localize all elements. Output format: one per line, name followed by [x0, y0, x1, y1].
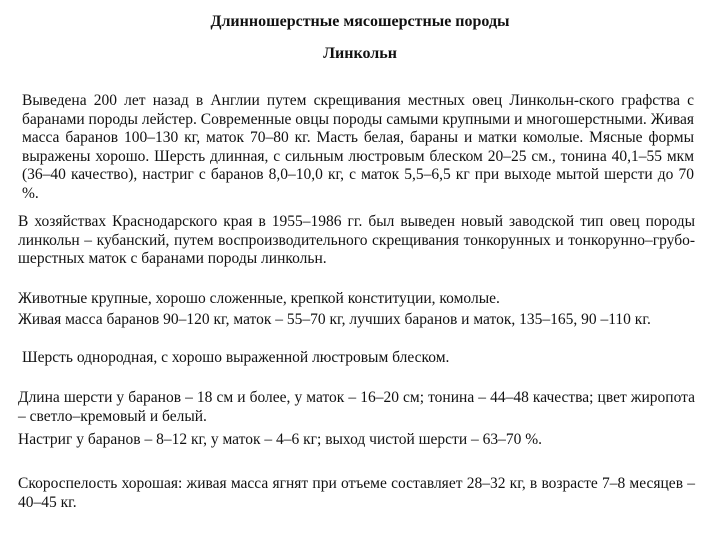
page-subtitle: Линкольн [323, 45, 397, 62]
paragraph-constitution: Животные крупные, хорошо сложенные, крепкой конституции, комолые. [18, 290, 500, 307]
paragraph-origin: Выведена 200 лет назад в Англии путем скрещивания местных овец Линкольн-ского графства с баранами породы лейстер. Современные овцы породы самыми крупными и многошерстными. Живая масса баранов 100–130 кг, маток 70–80 кг. Масть белая, бараны и матки комолые. Мясные формы выражены хорошо. Шерсть длинная, с сильным люстровым блеском 20–25 см., тонина 40,1–55 мкм (36–40 качество), настриг с баранов 8,0–10,0 кг, с маток 5,5–6,5 кг при выходе мытой шерсти до 70 %. [22, 92, 694, 202]
paragraph-kuban-type: В хозяйствах Краснодарского края в 1955–1986 гг. был выведен новый заводской тип овец породы линкольн – кубанский, путем воспроизводительного скрещивания тонкорунных и тонкорунно–грубо-шерстных маток с баранами породы линкольн. [18, 213, 695, 267]
paragraph-wool-length: Длина шерсти у баранов – 18 см и более, у маток – 16–20 см; тонина – 44–48 качества; цвет жиропота – светло–кремовый и белый. [18, 389, 695, 425]
paragraph-live-weight: Живая масса баранов 90–120 кг, маток – 55–70 кг, лучших баранов и маток, 135–165, 90 –110 кг. [18, 311, 651, 328]
paragraph-precocity: Скороспелость хорошая: живая масса ягнят при отъеме составляет 28–32 кг, в возрасте 7–8 месяцев – 40–45 кг. [18, 475, 695, 511]
paragraph-wool-luster: Шерсть однородная, с хорошо выраженной люстровым блеском. [22, 349, 450, 366]
page-title: Длинношерстные мясошерстные породы [210, 13, 510, 30]
paragraph-shearing: Настриг у баранов – 8–12 кг, у маток – 4–6 кг; выход чистой шерсти – 63–70 %. [18, 431, 543, 448]
